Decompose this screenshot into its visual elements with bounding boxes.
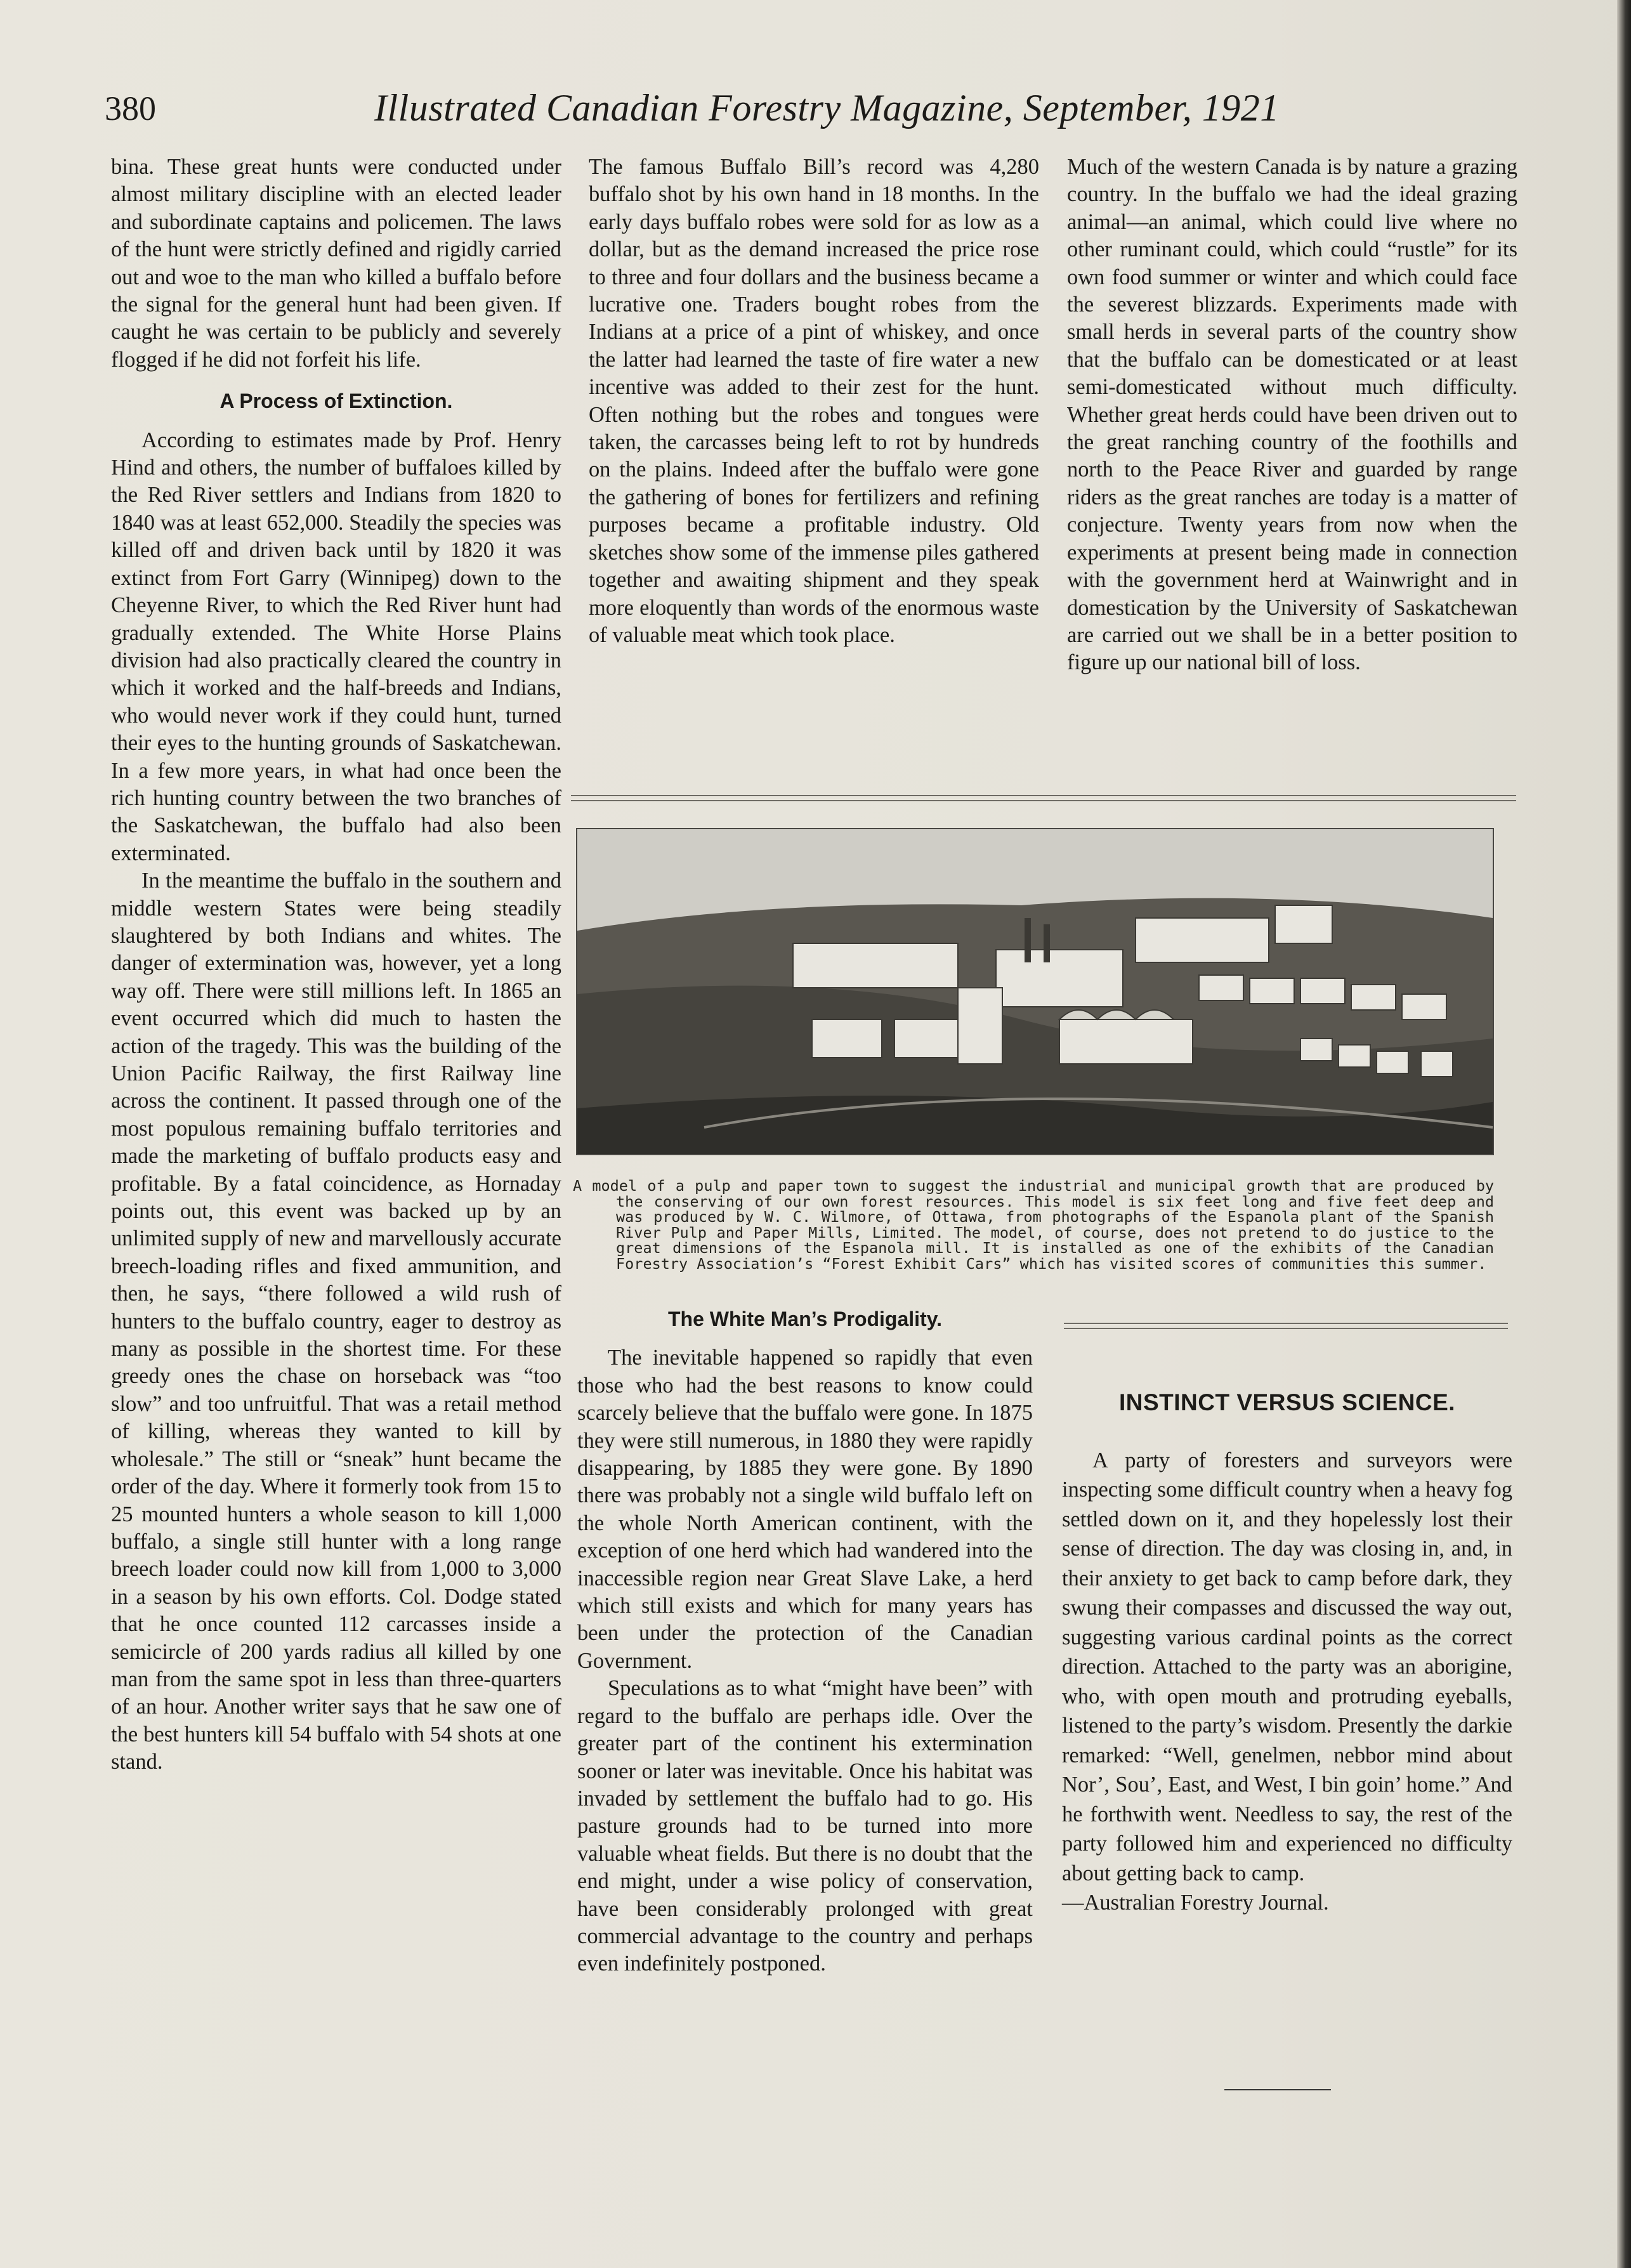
running-title: Illustrated Canadian Forestry Magazine, September, 1921 <box>374 87 1280 129</box>
column-middle-top <box>589 154 1039 649</box>
paragraph: The inevitable happened so rapidly that even those who had the best reasons to know could scarcely believe that the buffalo were gone. In 1875 they were still numerous, in 1880 they were rapidly disappearing, by 1885 they were gone. By 1890 there was probably not a single wild buffalo left on the whole North American continent, with the exception of one herd which had wandered into the inaccessible region near Great Slave Lake, a herd which still exists and which for many years has been under the protection of the Canadian Government. <box>577 1346 1033 1673</box>
section-heading: INSTINCT VERSUS SCIENCE. <box>1118 1389 1456 1415</box>
paragraph: bina. These great hunts were conducted under almost military discipline with an elected leader and subordinate captains and policemen. The laws of the hunt were strictly defined and rigidly carried out and woe to the man who killed a buffalo before the signal for the general hunt had been given. If caught he was certain to be publicly and severely flogged if he did not forfeit his life. <box>111 155 561 372</box>
section-rule <box>571 795 1516 801</box>
paragraph: Much of the western Canada is by nature a grazing country. In the buffalo we had the ideal grazing animal—an animal, which could live where no other ruminant could, which could “rustle” for its own food summer or winter and which could face the severest blizzards. Experiments made with small herds in several parts of the country show that the buffalo can be domesticated or at least semi-domesticated without much difficulty. Whether great herds could have been driven out to the great ranching country of the foothills and north to the Peace River and guarded by range riders as the great ranches are today is a matter of conjecture. Twenty years from now when the experiments at present being made in connection with the government herd at Wainwright and in domestication by the University of Saskatchewan are carried out we shall be in a better position to figure up our national bill of loss. <box>1067 155 1517 675</box>
column-left <box>111 154 561 1776</box>
source-attribution: —Australian Forestry Journal. <box>1062 1891 1329 1915</box>
section-heading: The White Man’s Prodigality. <box>667 1308 943 1330</box>
end-rule <box>1224 2089 1331 2090</box>
paragraph: The famous Buffalo Bill’s record was 4,280 buffalo shot by his own hand in 18 months. In the early days buffalo robes were sold for as low as a dollar, but as the demand increased the price rose to three and four dollars and the business became a lucrative one. Traders bought robes from the Indians at a price of a pint of whiskey, and once the latter had learned the taste of fire water a new incentive was added to their zest for the hunt. Often nothing but the robes and tongues were taken, the carcasses being left to rot by hundreds on the plains. Indeed after the buffalo were gone the gathering of bones for fertilizers and refining purposes became a profitable industry. Old sketches show some of the immense piles gathered together and awaiting shipment and they speak more eloquently than words of the enormous waste of valuable meat which took place. <box>589 155 1039 647</box>
paragraph: In the meantime the buffalo in the southern and middle western States were being steadily slaughtered by both Indians and whites. The danger of extermination was, however, yet a long way off. There were still millions left. In 1865 an event occurred which did much to hasten the action of the tragedy. This was the building of the Union Pacific Railway, the first Railway line across the continent. It passed through one of the most populous remaining buffalo territories and made the marketing of buffalo products easy and profitable. By a fatal coincidence, as Hornaday points out, this event was backed up by an unlimited supply of new and marvellously accurate breech-loading rifles and fixed ammunition, and then, he says, “there followed a wild rush of hunters to the buffalo country, eager to destroy as many as possible in the shortest time. For these greedy ones the chase on horseback was “too slow” and too unfruitful. That was a retail method of killing, whereas they wanted to kill by wholesale.” The still or “sneak” hunt became the order of the day. Where it formerly took from 15 to 25 mounted hunters a whole season to kill 1,000 buffalo, a single still hunter with a long range breech loader could now kill from 1,000 to 3,000 in a season by his own efforts. Col. Dodge stated that he once counted 112 carcasses inside a semicircle of 200 yards radius all killed by one man from the same spot in less than three-quarters of an hour. Another writer says that he saw one of the best hunters kill 54 buffalo with 54 shots at one stand. <box>111 869 561 1774</box>
page-edge-shadow <box>1617 0 1631 2268</box>
paragraph: A party of foresters and surveyors were inspecting some difficult country when a heavy fog settled down on it, and they hopelessly lost their sense of direction. The day was closing in, and, in their anxiety to get back to camp before dark, they swung their compasses and discussed the way out, suggesting various cardinal points as the correct direction. Attached to the party was an aborigine, who, with open mouth and protruding eyeballs, listened to the party’s wisdom. Presently the darkie remarked: “Well, genelmen, nebbor mind about Nor’, Sou’, East, and West, I bin goin’ home.” And he forthwith went. Needless to say, the rest of the party followed him and experienced no difficulty about getting back to camp. <box>1062 1448 1512 1885</box>
section-heading: A Process of Extinction. <box>219 390 453 413</box>
caption-text: A model of a pulp and paper town to suggest the industrial and municipal growth that are produced by the conserving of our own forest resources. This model is six feet long and five feet deep and was produced by W. C. Wilmore, of Ottawa, from photographs of the Espanola plant of the Spanish River Pulp and Paper Mills, Limited. The model, of course, does not pretend to do justice to the great dimensions of the Espanola mill. It is installed as one of the exhibits of the Canadian Forestry Association’s “Forest Exhibit Cars” which has visited scores of communities this summer. <box>573 1177 1494 1273</box>
paragraph: According to estimates made by Prof. Henry Hind and others, the number of buffaloes killed by the Red River settlers and Indians from 1820 to 1840 was at least 652,000. Steadily the species was killed off and driven back until by 1820 it was extinct from Fort Garry (Winnipeg) down to the Cheyenne River, to which the Red River hunt had gradually extended. The White Horse Plains division had also practically cleared the country in which it worked and the half-breeds and Indians, who would never work if they could hunt, turned their eyes to the hunting grounds of Saskatchewan. In a few more years, in what had once been the rich hunting country between the two branches of the Saskatchewan, the buffalo had also been exterminated. <box>111 428 561 865</box>
column-right-top <box>1067 154 1517 677</box>
column-right-bottom <box>1062 1363 1512 1918</box>
pulp-town-model-photo <box>576 828 1494 1155</box>
photo-illustration <box>577 829 1493 1154</box>
paragraph: Speculations as to what “might have been” with regard to the buffalo are perhaps idle. Over the greater part of the continent his extermination sooner or later was inevitable. Once his habitat was invaded by settlement the buffalo had to go. His pasture grounds had to be turned into more valuable wheat fields. But there is no doubt that the end might, under a wise policy of conservation, have been considerably prolonged with great commercial advantage to the country and perhaps even indefinitely postponed. <box>577 1676 1033 1976</box>
photo-caption <box>573 1178 1494 1271</box>
page-number: 380 <box>105 89 156 128</box>
section-rule <box>1064 1323 1508 1329</box>
column-middle-bottom <box>577 1306 1033 1978</box>
